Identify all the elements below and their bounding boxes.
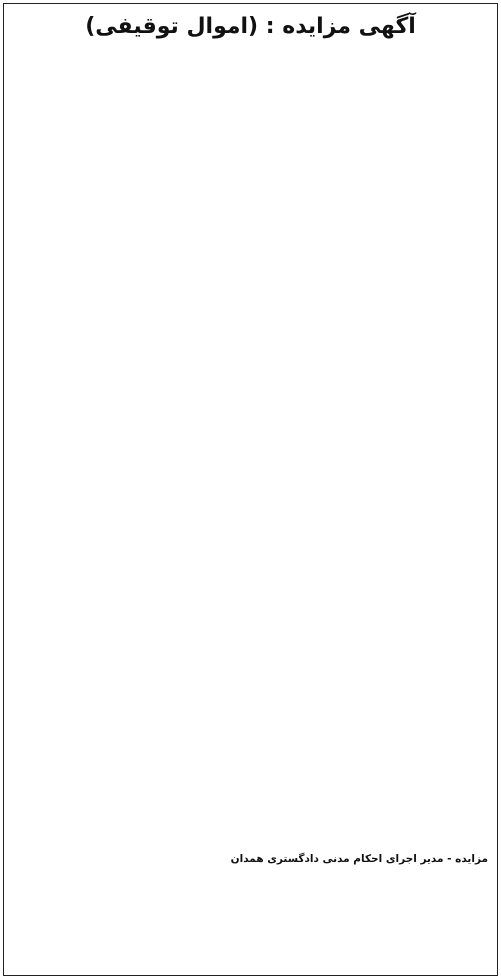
case-description-paragraph	[13, 46, 488, 92]
convicted-address-paragraph	[13, 190, 488, 205]
notice-signature: مزایده - مدیر اجرای احکام مدنی دادگستری همدان	[230, 853, 488, 865]
convicted-parties-paragraph	[13, 94, 488, 140]
notice-title: آگهی مزایده : (اموال توقیفی)	[85, 14, 416, 39]
seizure-request-paragraph	[13, 207, 488, 253]
judgment-amount-paragraph	[13, 142, 488, 188]
auction-notice	[3, 3, 498, 976]
property-description-paragraph	[13, 255, 488, 659]
auction-terms-paragraph	[13, 755, 488, 847]
valuation-paragraph	[13, 661, 488, 753]
